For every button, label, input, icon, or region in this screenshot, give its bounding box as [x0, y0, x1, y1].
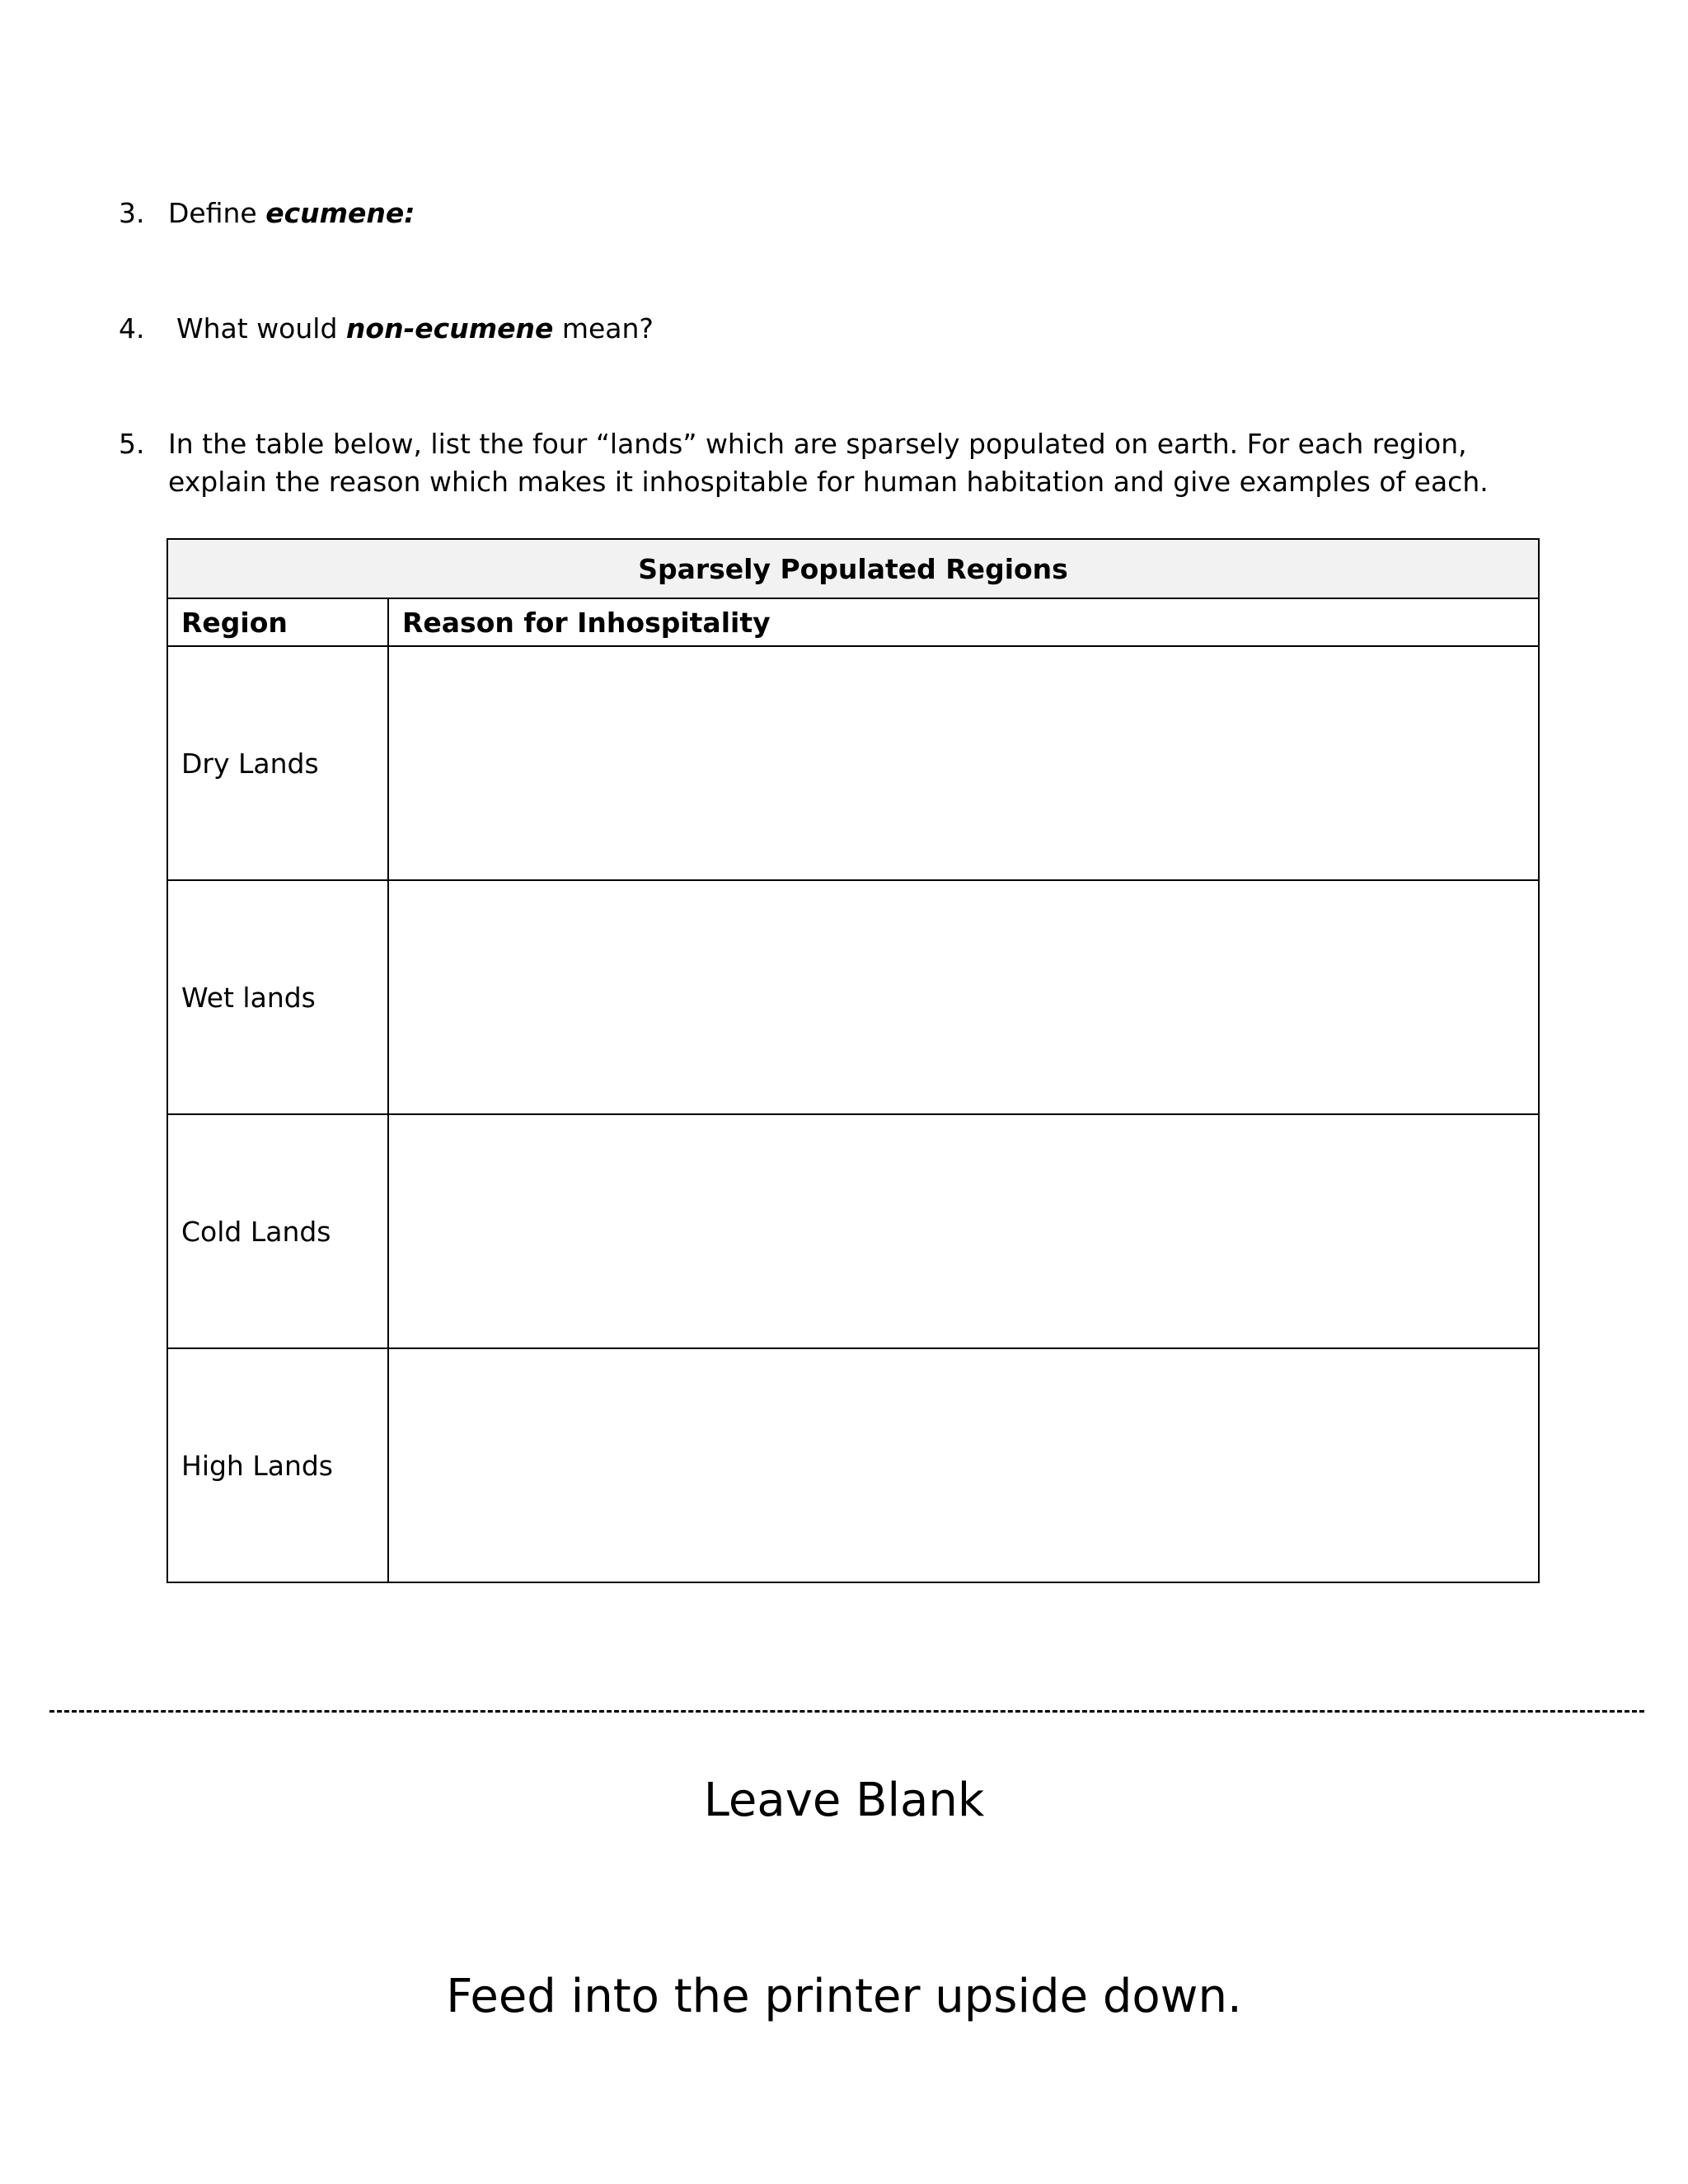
- column-header-region: Region: [167, 598, 388, 646]
- question-5: [119, 425, 1586, 504]
- question-term: non-ecumene: [345, 312, 554, 344]
- reason-cell[interactable]: [388, 646, 1539, 880]
- question-text: [168, 194, 415, 232]
- question-3: [119, 194, 1602, 236]
- reason-cell[interactable]: [388, 880, 1539, 1114]
- question-suffix: mean?: [553, 312, 654, 344]
- table-row: [167, 1348, 1539, 1582]
- sparsely-populated-regions-table: [166, 538, 1540, 1583]
- printer-feed-note: Feed into the printer upside down.: [446, 1970, 1242, 2023]
- question-prefix: Define: [168, 197, 266, 229]
- table-title: Sparsely Populated Regions: [167, 539, 1539, 598]
- question-4: [119, 310, 1602, 351]
- question-term: ecumene:: [265, 197, 415, 229]
- leave-blank-note: Leave Blank: [703, 1774, 985, 1827]
- question-prefix: What would: [176, 312, 346, 344]
- region-cell: Cold Lands: [167, 1114, 388, 1348]
- region-cell: Wet lands: [167, 880, 388, 1114]
- reason-cell[interactable]: [388, 1348, 1539, 1582]
- region-cell: Dry Lands: [167, 646, 388, 880]
- column-header-reason: Reason for Inhospitality: [388, 598, 1539, 646]
- table-row: [167, 1114, 1539, 1348]
- table-row: [167, 880, 1539, 1114]
- question-number: 3.: [119, 197, 145, 229]
- question-number: 4.: [119, 312, 145, 344]
- question-text: In the table below, list the four “lands” which are sparsely populated on earth. For each region, explain the reason which makes it inhospitable for human habitation and give examples of each.: [168, 428, 1489, 498]
- question-number: 5.: [119, 428, 145, 460]
- cut-line-divider: [49, 1710, 1644, 1713]
- region-cell: High Lands: [167, 1348, 388, 1582]
- question-text: [176, 310, 654, 348]
- reason-cell[interactable]: [388, 1114, 1539, 1348]
- table-row: [167, 646, 1539, 880]
